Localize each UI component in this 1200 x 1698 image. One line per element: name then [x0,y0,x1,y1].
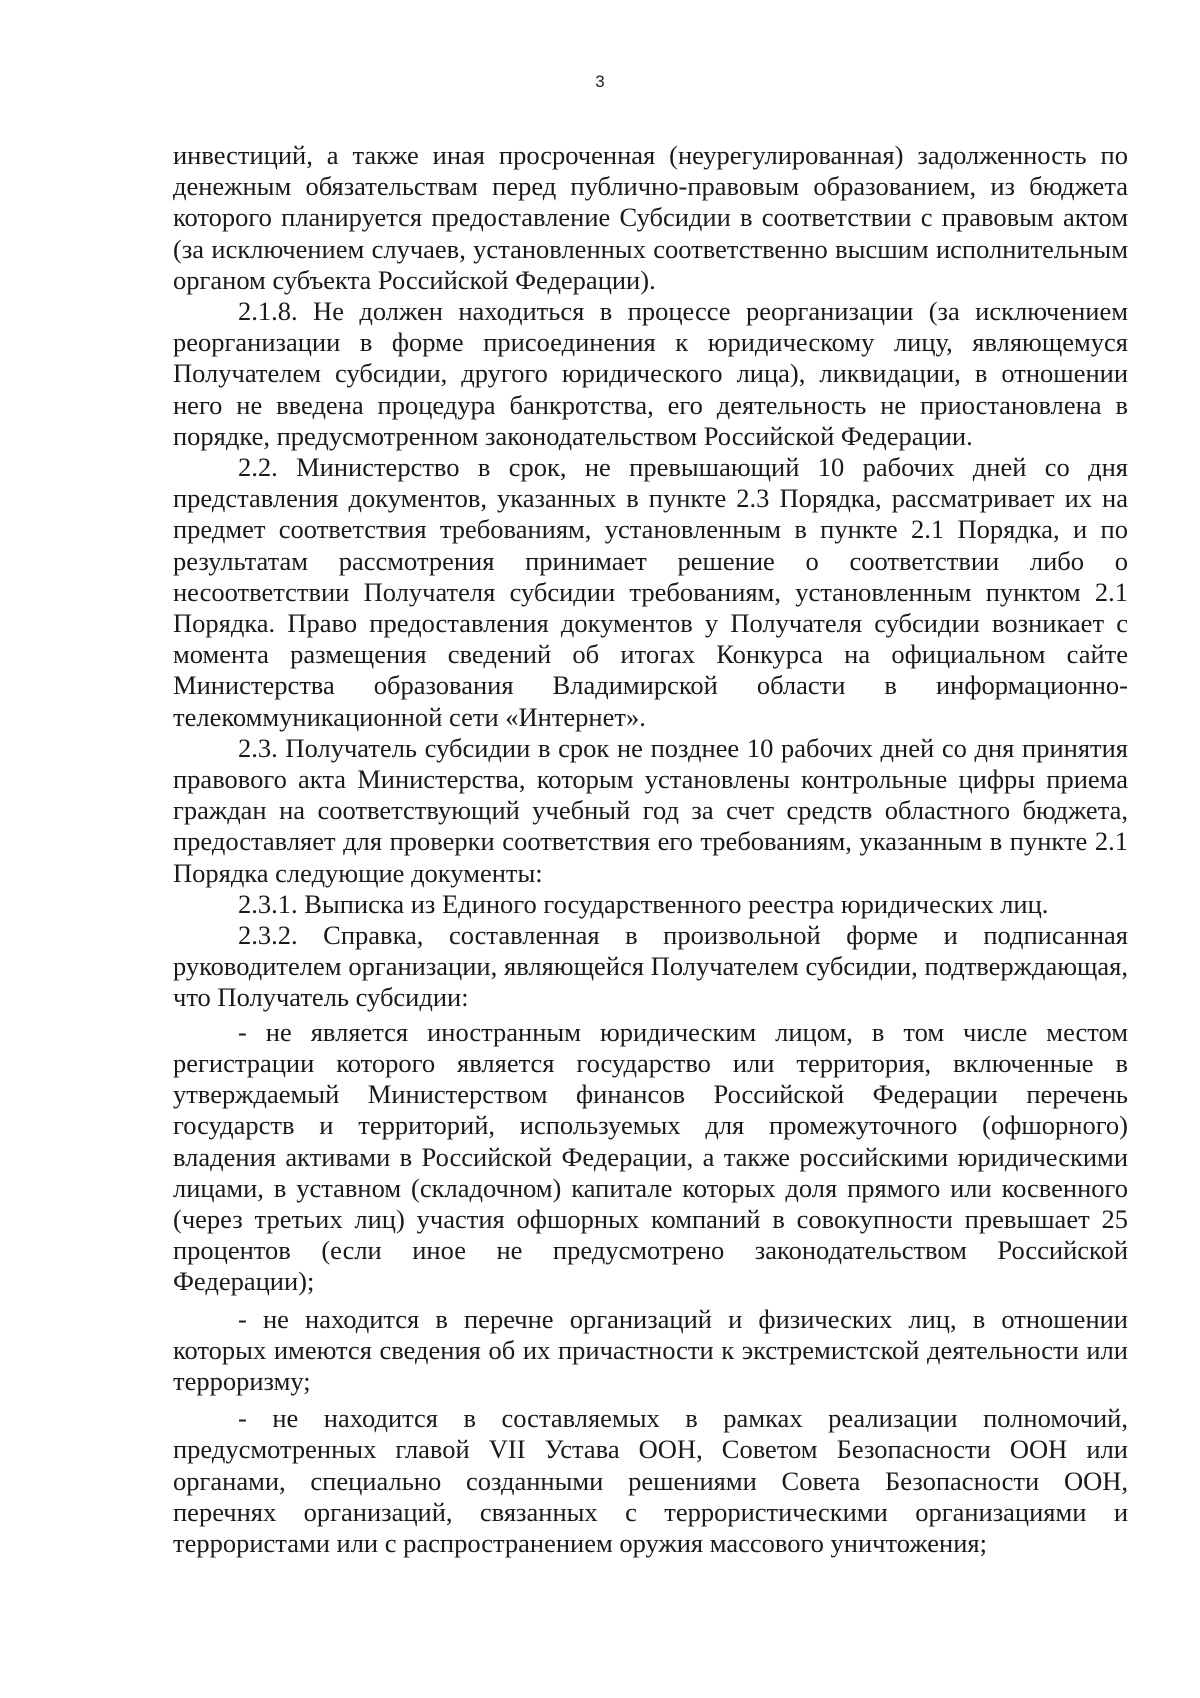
paragraph-2-3-1: 2.3.1. Выписка из Единого государственного реестра юридических лиц. [238,888,1049,919]
document-body [173,140,1128,1559]
paragraph-2-1-8: 2.1.8. Не должен находиться в процессе реорганизации (за исключением реорганизации в форме присоединения к юридическому лицу, являющемуся Получателем субсидии, другого юридического лица), ликвидации, в отношении него не введена процедура банкротства, его деятельность не приостановлена в порядке, предусмотренном законодательством Российской Федерации. [173,296,1128,451]
page-number: 3 [595,72,605,91]
paragraph-continuation: инвестиций, а также иная просроченная (неурегулированная) задолженность по денежным обязательствам перед публично-правовым образованием, из бюджета которого планируется предоставление Субсидии в соответствии с правовым актом (за исключением случаев, установленных соответственно высшим исполнительным органом субъекта Российской Федерации). [173,140,1128,295]
list-item-not-extremist-list: - не находится в перечне организаций и физических лиц, в отношении которых имеются сведения об их причастности к экстремистской деятельности или терроризму; [173,1303,1128,1396]
paragraph-2-2: 2.2. Министерство в срок, не превышающий 10 рабочих дней со дня представления документов, указанных в пункте 2.3 Порядка, рассматривает их на предмет соответствия требованиям, установленным в пункте 2.1 Порядка, и по результатам рассмотрения принимает решение о соответствии либо о несоответствии Получателя субсидии требованиям, установленным пунктом 2.1 Порядка. Право предоставления документов у Получателя субсидии возникает с момента размещения сведений об итогах Конкурса на официальном сайте Министерства образования Владимирской области в информационно-телекоммуникационной сети «Интернет». [173,452,1128,732]
paragraph-2-3: 2.3. Получатель субсидии в срок не позднее 10 рабочих дней со дня принятия правового акта Министерства, которым установлены контрольные цифры приема граждан на соответствующий учебный год за счет средств областного бюджета, предоставляет для проверки соответствия его требованиям, указанным в пункте 2.1 Порядка следующие документы: [173,732,1128,888]
list-item-not-un-sanctions-list: - не находится в составляемых в рамках реализации полномочий, предусмотренных главой VII Устава ООН, Советом Безопасности ООН или органами, специально созданными решениями Совета Безопасности ООН, перечнях организаций, связанных с террористическими организациями и террористами или с распространением оружия массового уничтожения; [173,1403,1128,1558]
paragraph-2-3-2: 2.3.2. Справка, составленная в произвольной форме и подписанная руководителем организации, являющейся Получателем субсидии, подтверждающая, что Получатель субсидии: [173,920,1128,1013]
list-item-not-foreign-entity: - не является иностранным юридическим лицом, в том числе местом регистрации которого является государство или территория, включенные в утверждаемый Министерством финансов Российской Федерации перечень государств и территорий, используемых для промежуточного (офшорного) владения активами в Российской Федерации, а также российскими юридическими лицами, в уставном (складочном) капитале которых доля прямого или косвенного (через третьих лиц) участия офшорных компаний в совокупности превышает 25 процентов (если иное не предусмотрено законодательством Российской Федерации); [173,1016,1128,1297]
